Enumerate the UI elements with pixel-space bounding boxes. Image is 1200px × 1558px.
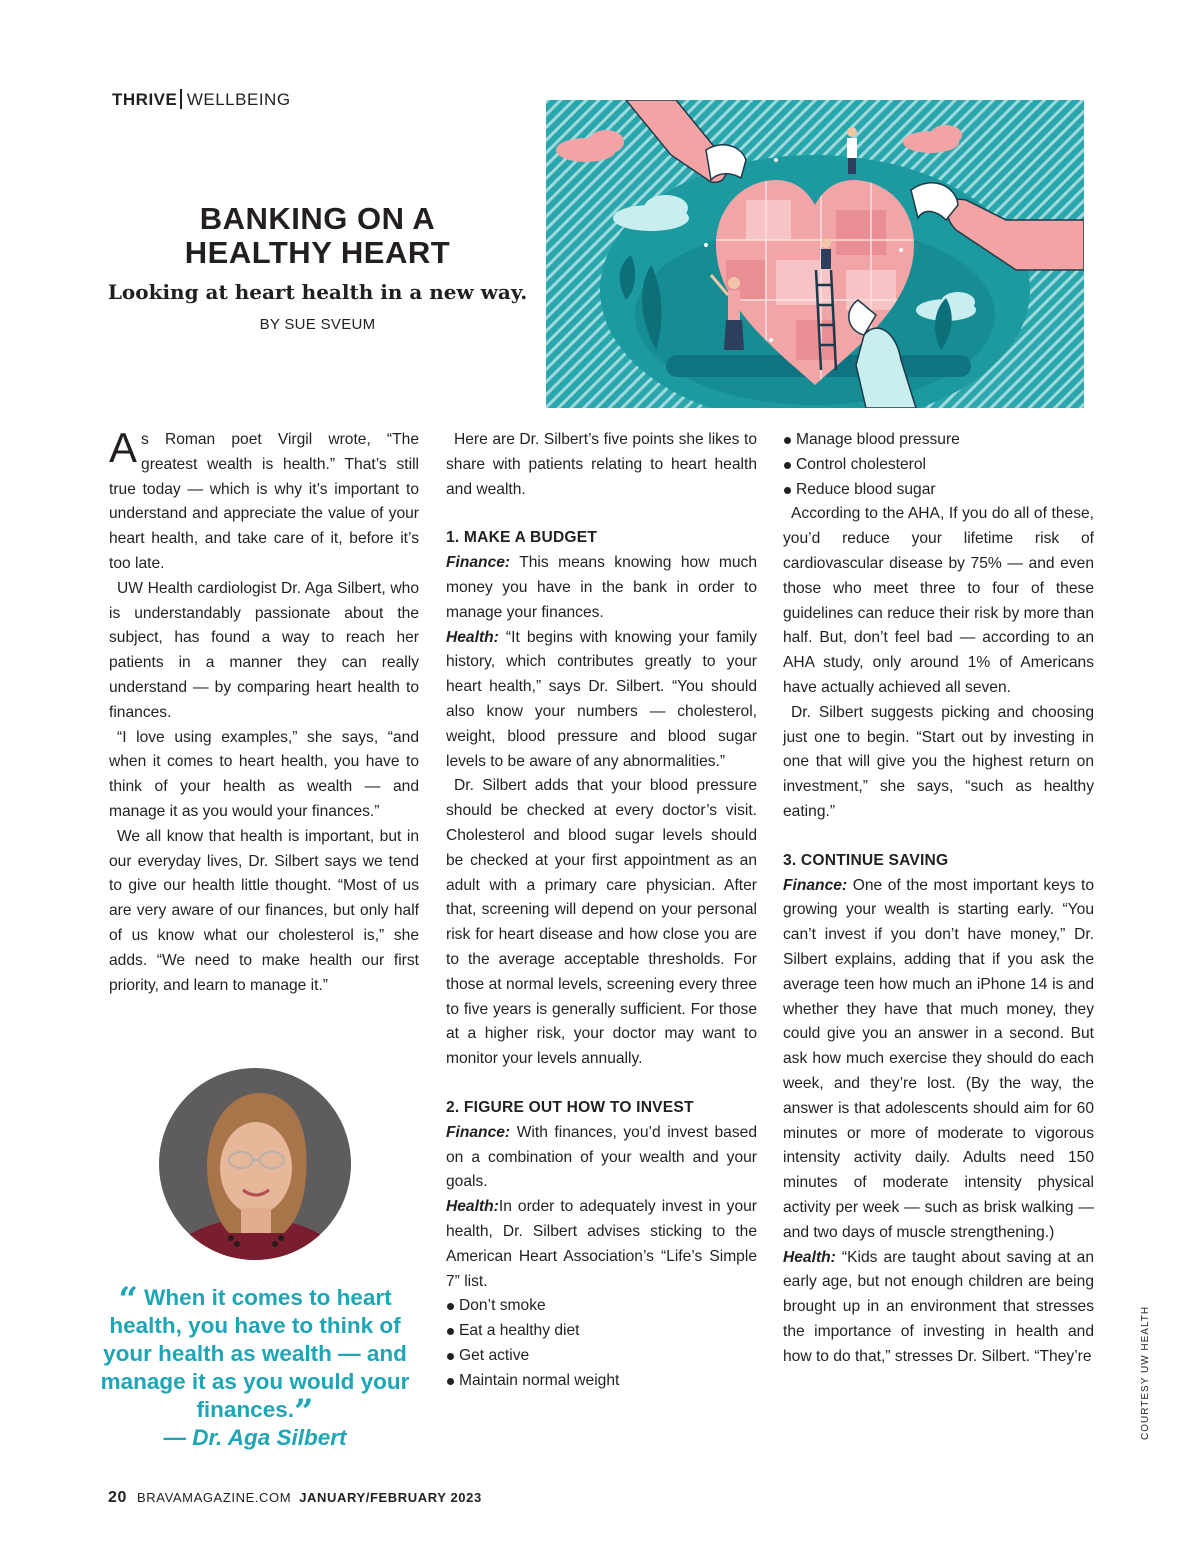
portrait-photo [159,1068,351,1260]
section-heading-saving: 3. CONTINUE SAVING [783,851,949,869]
finance-label: Finance: [446,554,511,572]
finance-label: Finance: [446,1123,511,1141]
article-paragraph: UW Health cardiologist Dr. Aga Silbert, who is understandably passionate about the subject, has found a way to reach her patients in a manner they can really understand — by comparing heart health to finances. [109,579,419,721]
article-paragraph [446,626,757,775]
section-heading-invest: 2. FIGURE OUT HOW TO INVEST [446,1098,694,1116]
page-number: 20 [108,1489,127,1506]
finance-text: One of the most important keys to growing your wealth is starting early. “You can’t invest if you don’t have money,” Dr. Silbert explains, adding that if you ask the average teen how much an iPhone 14 is and whether they have that much money, they could give you an answer in a second. But ask how much exercise they should do each week, and they’re lost. (By the way, the answer is that adolescents should aim for 60 minutes or more of moderate to vigorous intensity activity daily. Adults need 150 minutes of moderate intensity physical activity per week — such as brisk walking — and two days of muscle strengthening.) [783,876,1094,1241]
simple-7-list-continued [783,428,1094,502]
list-item: Reduce blood sugar [783,478,1094,503]
section-divider [180,89,182,109]
section-name: THRIVE [112,90,178,109]
list-item: Eat a healthy diet [446,1319,757,1344]
article-title-line-2: HEALTHY HEART [184,235,451,270]
article-paragraph: Here are Dr. Silbert’s five points she likes to share with patients relating to heart health and wealth. [446,431,757,498]
health-text: “It begins with knowing your family history, which contributes greatly to your heart health,” says Dr. Silbert. “You should also know your numbers — cholesterol, weight, blood pressure and blood sugar levels to be aware of any abnormalities.” [446,628,757,770]
article-paragraph: We all know that health is important, but in our everyday lives, Dr. Silbert says we tend to give our health little thought. “Most of us are very aware of our finances, but only half of us know what our cholesterol is,” she adds. “We need to make health our first priority, and learn to manage it.” [109,827,419,994]
list-item: Don’t smoke [446,1294,757,1319]
article-paragraph: Dr. Silbert adds that your blood pressure should be checked at every doctor’s visit. Cholesterol and blood sugar levels should be checked at your first appointment as an adult with a primary care physician. After that, screening will depend on your personal risk for heart disease and how close you are to the average acceptable thresholds. For those at normal levels, screening every three to five years is generally sufficient. For those at a higher risk, your doctor may want to monitor your levels annually. [446,777,757,1068]
article-paragraph [446,1195,757,1294]
footer-site: BRAVAMAGAZINE.COM [137,1490,292,1505]
man-on-top-figure [847,127,857,174]
open-quote-mark: “ [118,1280,138,1320]
drop-cap: A [109,424,138,471]
article-paragraph: Dr. Silbert suggests picking and choosing just one to begin. “Start out by investing in one that will give you the highest return on investment,” she says, “such as healthy eating.” [783,703,1094,820]
section-heading-budget: 1. MAKE A BUDGET [446,529,598,547]
health-label: Health: [446,628,499,646]
pull-quote-attribution: — Dr. Aga Silbert [163,1425,347,1450]
article-paragraph [783,874,1094,1246]
health-label: Health: [446,1198,499,1216]
article-column-1 [109,424,419,998]
article-byline: BY SUE SVEUM [259,316,376,333]
article-subtitle: Looking at heart health in a new way. [107,280,528,304]
article-title-block [105,202,530,333]
portrait-face [220,1122,292,1214]
pull-quote [92,1280,418,1452]
article-paragraph: According to the AHA, If you do all of these, you’d reduce your lifetime risk of cardiovascular disease by 75% — and even those who meet three to four of these guidelines can reduce their risk by more than half. But, don’t feel bad — according to an AHA study, only around 1% of Americans have actually achieved all seven. [783,505,1094,696]
article-column-2 [446,428,757,1393]
article-paragraph [109,424,419,577]
article-paragraph [783,1246,1094,1370]
close-quote-mark: ” [293,1392,314,1432]
finance-label: Finance: [783,876,848,894]
list-item: Control cholesterol [783,453,1094,478]
health-label: Health: [783,1248,836,1266]
article-paragraph [446,1121,757,1195]
article-paragraph [446,551,757,625]
article-paragraph: “I love using examples,” she says, “and when it comes to heart health, you have to think of your health as wealth — and manage it as you would your finances.” [109,728,419,820]
footer-issue: JANUARY/FEBRUARY 2023 [299,1490,482,1505]
finance-text: This means knowing how much money you have in the bank in order to manage your finances. [446,554,757,621]
list-item: Get active [446,1344,757,1369]
article-column-3 [783,428,1094,1369]
health-text: “Kids are taught about saving at an early age, but not enough children are being brought up in an environment that stresses the importance of investing in health and how to do that,” stresses Dr. Silbert. “They’re [783,1248,1094,1365]
intro-text: s Roman poet Virgil wrote, “The greatest wealth is health.” That’s still true today — which is why it’s important to understand and appreciate the value of your heart health, and take care of it, before it’s too late. [109,431,419,572]
simple-7-list [446,1294,757,1393]
health-text: In order to adequately invest in your health, Dr. Silbert advises sticking to the American Heart Association’s “Life’s Simple 7” list. [446,1198,757,1290]
subsection-name: WELLBEING [186,90,291,109]
page-footer [108,1489,482,1507]
pull-quote-text: When it comes to heart health, you have to think of your health as wealth — and manage it as you would your finances. [100,1285,410,1422]
photo-credit: COURTESY UW HEALTH [1140,1305,1151,1440]
finance-text: With finances, you’d invest based on a combination of your wealth and your goals. [446,1123,757,1191]
person-on-ladder-figure [821,238,831,269]
section-header [112,89,291,110]
article-title-line-1: BANKING ON A [199,201,436,236]
list-item: Maintain normal weight [446,1369,757,1394]
heart-puzzle-illustration [546,100,1084,408]
list-item: Manage blood pressure [783,428,1094,453]
